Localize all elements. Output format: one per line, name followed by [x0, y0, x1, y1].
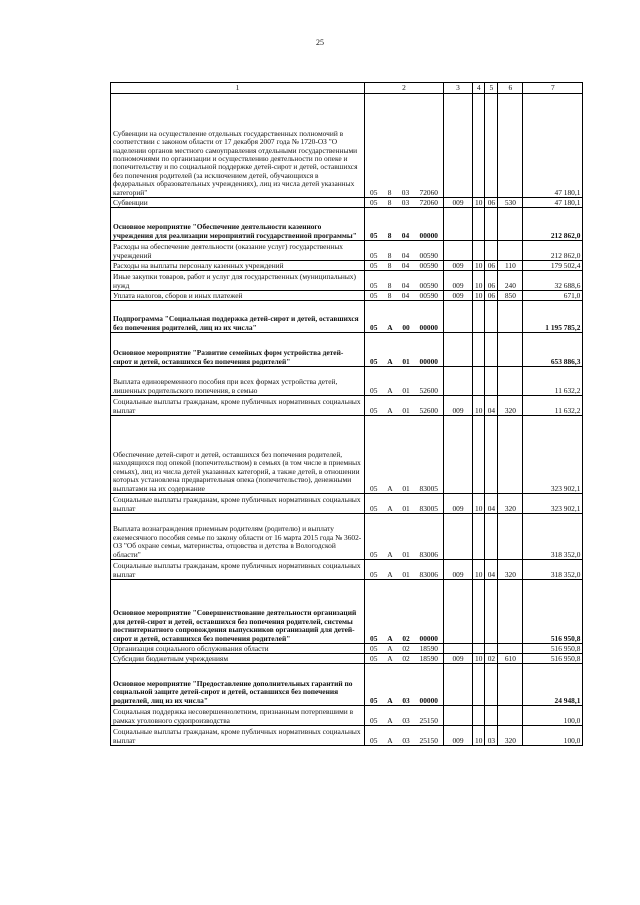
- row-expense-type: 320: [498, 560, 523, 580]
- row-ved-code: 009: [444, 654, 473, 664]
- code-part-nr: 72060: [419, 197, 438, 207]
- code-part-gp: 05: [370, 356, 378, 366]
- code-part-gp: 05: [370, 405, 378, 415]
- row-subsection: [485, 301, 498, 333]
- table-row: [111, 706, 583, 726]
- row-subsection: 04: [485, 396, 498, 416]
- code-part-om: 04: [401, 280, 410, 290]
- row-expense-type: [498, 94, 523, 198]
- row-name: Организация социального обслуживания области: [111, 644, 365, 654]
- code-part-nr: 00000: [419, 230, 438, 240]
- code-part-gp: 05: [370, 735, 378, 745]
- row-target-code: [365, 261, 444, 271]
- row-subsection: [485, 644, 498, 654]
- row-sum: 323 902,1: [523, 416, 583, 494]
- row-sum: 653 886,3: [523, 333, 583, 367]
- row-section: 10: [473, 198, 485, 208]
- row-section: 10: [473, 291, 485, 301]
- code-part-pp: А: [387, 322, 393, 332]
- code-part-om: 02: [402, 643, 410, 653]
- row-target-code: [365, 644, 444, 654]
- row-sum: 32 688,6: [523, 271, 583, 291]
- row-target-code: [365, 291, 444, 301]
- code-part-pp: 8: [387, 260, 392, 270]
- table-row: [111, 333, 583, 367]
- code-part-nr: 00000: [419, 322, 438, 332]
- header-col-7: 7: [523, 83, 583, 94]
- code-part-nr: 52600: [419, 385, 438, 395]
- code-part-pp: А: [387, 715, 393, 725]
- row-expense-type: 850: [498, 291, 523, 301]
- code-part-gp: 05: [370, 322, 378, 332]
- table-row: [111, 494, 583, 514]
- code-part-gp: 05: [370, 483, 378, 493]
- header-col-4: 4: [473, 83, 485, 94]
- code-part-om: 03: [402, 695, 410, 705]
- code-part-nr: 25150: [419, 715, 438, 725]
- row-subsection: 06: [485, 291, 498, 301]
- budget-table: [110, 82, 583, 746]
- code-part-pp: А: [387, 633, 393, 643]
- row-subsection: [485, 94, 498, 198]
- row-name: Обеспечение детей-сирот и детей, оставшихся без попечения родителей, находящихся под опекой (попечительством) в семьях (в том числе в приемных семьях), лиц из числа детей указанных категорий, а также детей, в отношении которых установлена предварительная опека (попечительство), денежными выплатами на их содержание: [111, 416, 365, 494]
- code-part-om: 01: [402, 503, 410, 513]
- code-part-pp: А: [387, 549, 393, 559]
- row-ved-code: [444, 664, 473, 706]
- table-row: [111, 416, 583, 494]
- row-target-code: [365, 94, 444, 198]
- code-part-pp: А: [387, 385, 393, 395]
- row-expense-type: [498, 514, 523, 560]
- code-part-nr: 52600: [419, 405, 438, 415]
- row-name: Подпрограмма "Социальная поддержка детей-сирот и детей, оставшихся без попечения родителей, лиц из их числа": [111, 301, 365, 333]
- row-name: Выплата единовременного пособия при всех формах устройства детей, лишенных родительского попечения, в семью: [111, 367, 365, 396]
- row-subsection: 02: [485, 654, 498, 664]
- code-part-gp: 05: [370, 633, 378, 643]
- row-ved-code: [444, 241, 473, 261]
- row-expense-type: [498, 664, 523, 706]
- row-sum: 11 632,2: [523, 367, 583, 396]
- row-section: 10: [473, 261, 485, 271]
- code-part-gp: 05: [370, 290, 378, 300]
- code-part-nr: 00590: [419, 260, 438, 270]
- code-part-om: 03: [401, 187, 410, 197]
- table-row: [111, 367, 583, 396]
- row-ved-code: 009: [444, 291, 473, 301]
- code-part-pp: 8: [387, 250, 392, 260]
- row-ved-code: [444, 514, 473, 560]
- row-sum: 671,0: [523, 291, 583, 301]
- code-part-pp: А: [387, 483, 393, 493]
- row-subsection: 06: [485, 271, 498, 291]
- row-ved-code: 009: [444, 396, 473, 416]
- code-part-om: 01: [402, 549, 410, 559]
- code-part-nr: 18590: [419, 643, 438, 653]
- table-row: [111, 560, 583, 580]
- code-part-pp: 8: [387, 290, 392, 300]
- table-row: [111, 644, 583, 654]
- row-target-code: [365, 706, 444, 726]
- row-section: 10: [473, 726, 485, 746]
- table-row: [111, 208, 583, 241]
- code-part-gp: 05: [370, 385, 378, 395]
- code-part-pp: 8: [387, 197, 392, 207]
- row-ved-code: [444, 301, 473, 333]
- row-target-code: [365, 271, 444, 291]
- row-name: Основное мероприятие "Совершенствование деятельности организаций для детей-сирот и детей, оставшихся без попечения родителей, системы постинтернатного сопровождения выпускников организаций для детей-сирот и детей, оставшихся без попечения родителей": [111, 580, 365, 644]
- code-part-nr: 00000: [419, 633, 438, 643]
- code-part-om: 03: [402, 735, 410, 745]
- table-row: [111, 580, 583, 644]
- code-part-om: 01: [402, 569, 410, 579]
- code-part-gp: 05: [370, 653, 378, 663]
- row-name: Иные закупки товаров, работ и услуг для государственных (муниципальных) нужд: [111, 271, 365, 291]
- code-part-gp: 05: [370, 503, 378, 513]
- row-subsection: 06: [485, 261, 498, 271]
- header-col-3: 3: [444, 83, 473, 94]
- row-section: 10: [473, 494, 485, 514]
- row-sum: 212 862,0: [523, 241, 583, 261]
- code-part-nr: 18590: [419, 653, 438, 663]
- row-sum: 318 352,0: [523, 514, 583, 560]
- row-section: 10: [473, 560, 485, 580]
- row-subsection: [485, 367, 498, 396]
- row-ved-code: 009: [444, 726, 473, 746]
- code-part-om: 03: [401, 197, 410, 207]
- row-name: Основное мероприятие "Обеспечение деятельности казенного учреждения для реализации мероприятий государственной программы": [111, 208, 365, 241]
- row-subsection: [485, 580, 498, 644]
- row-name: Субвенции: [111, 198, 365, 208]
- row-target-code: [365, 396, 444, 416]
- row-sum: 212 862,0: [523, 208, 583, 241]
- row-name: Социальные выплаты гражданам, кроме публичных нормативных социальных выплат: [111, 560, 365, 580]
- row-sum: 516 950,8: [523, 654, 583, 664]
- row-section: [473, 644, 485, 654]
- row-expense-type: [498, 241, 523, 261]
- row-name: Социальная поддержка несовершеннолетним, признанным потерпевшими в рамках уголовного судопроизводства: [111, 706, 365, 726]
- code-part-gp: 05: [370, 230, 378, 240]
- table-row: [111, 301, 583, 333]
- code-part-nr: 83006: [419, 549, 438, 559]
- table-row: [111, 198, 583, 208]
- row-target-code: [365, 198, 444, 208]
- code-part-om: 02: [402, 633, 410, 643]
- row-ved-code: 009: [444, 494, 473, 514]
- table-row: [111, 241, 583, 261]
- row-subsection: [485, 416, 498, 494]
- row-target-code: [365, 494, 444, 514]
- row-subsection: [485, 514, 498, 560]
- code-part-gp: 05: [370, 280, 378, 290]
- row-section: [473, 367, 485, 396]
- code-part-om: 02: [402, 653, 410, 663]
- code-part-gp: 05: [370, 695, 378, 705]
- row-section: [473, 301, 485, 333]
- row-target-code: [365, 241, 444, 261]
- row-section: [473, 706, 485, 726]
- code-part-om: 01: [402, 405, 410, 415]
- row-subsection: [485, 333, 498, 367]
- row-expense-type: [498, 367, 523, 396]
- row-target-code: [365, 664, 444, 706]
- header-col-6: 6: [498, 83, 523, 94]
- row-sum: 1 195 785,2: [523, 301, 583, 333]
- header-col-5: 5: [485, 83, 498, 94]
- code-part-nr: 00590: [419, 250, 438, 260]
- row-ved-code: 009: [444, 261, 473, 271]
- row-section: 10: [473, 271, 485, 291]
- row-target-code: [365, 654, 444, 664]
- code-part-nr: 25150: [419, 735, 438, 745]
- table-row: [111, 271, 583, 291]
- row-subsection: 04: [485, 560, 498, 580]
- code-part-gp: 05: [370, 715, 378, 725]
- row-name: Расходы на обеспечение деятельности (оказание услуг) государственных учреждений: [111, 241, 365, 261]
- code-part-nr: 83006: [419, 569, 438, 579]
- code-part-om: 04: [401, 290, 410, 300]
- code-part-pp: 8: [387, 280, 392, 290]
- row-ved-code: 009: [444, 560, 473, 580]
- row-section: [473, 416, 485, 494]
- code-part-pp: А: [387, 503, 393, 513]
- row-section: 10: [473, 654, 485, 664]
- row-target-code: [365, 333, 444, 367]
- row-target-code: [365, 726, 444, 746]
- row-section: [473, 333, 485, 367]
- code-part-om: 04: [401, 250, 410, 260]
- code-part-gp: 05: [370, 250, 378, 260]
- row-expense-type: 320: [498, 396, 523, 416]
- code-part-pp: А: [387, 653, 393, 663]
- row-expense-type: [498, 580, 523, 644]
- row-section: [473, 580, 485, 644]
- code-part-pp: А: [387, 643, 393, 653]
- row-sum: 47 180,1: [523, 198, 583, 208]
- code-part-pp: А: [387, 569, 393, 579]
- row-section: [473, 208, 485, 241]
- row-sum: 100,0: [523, 706, 583, 726]
- code-part-gp: 05: [370, 549, 378, 559]
- row-expense-type: [498, 416, 523, 494]
- table-row: [111, 396, 583, 416]
- code-part-om: 04: [401, 230, 410, 240]
- row-sum: 24 948,1: [523, 664, 583, 706]
- row-name: Социальные выплаты гражданам, кроме публичных нормативных социальных выплат: [111, 396, 365, 416]
- row-expense-type: 320: [498, 494, 523, 514]
- row-target-code: [365, 367, 444, 396]
- table-row: [111, 514, 583, 560]
- row-sum: 323 902,1: [523, 494, 583, 514]
- row-expense-type: [498, 301, 523, 333]
- row-expense-type: 610: [498, 654, 523, 664]
- row-target-code: [365, 580, 444, 644]
- row-expense-type: 530: [498, 198, 523, 208]
- row-name: Социальные выплаты гражданам, кроме публичных нормативных социальных выплат: [111, 726, 365, 746]
- code-part-om: 01: [402, 385, 410, 395]
- row-target-code: [365, 560, 444, 580]
- header-col-2: 2: [365, 83, 444, 94]
- code-part-nr: 83005: [419, 503, 438, 513]
- row-ved-code: [444, 416, 473, 494]
- row-name: Расходы на выплаты персоналу казенных учреждений: [111, 261, 365, 271]
- table-row: [111, 654, 583, 664]
- row-section: [473, 514, 485, 560]
- code-part-nr: 72060: [419, 187, 438, 197]
- page-number: 25: [316, 38, 324, 47]
- row-sum: 11 632,2: [523, 396, 583, 416]
- row-ved-code: 009: [444, 271, 473, 291]
- row-name: Субсидии бюджетным учреждениям: [111, 654, 365, 664]
- row-target-code: [365, 514, 444, 560]
- row-subsection: [485, 706, 498, 726]
- code-part-gp: 05: [370, 197, 378, 207]
- row-subsection: 03: [485, 726, 498, 746]
- code-part-nr: 00590: [419, 290, 438, 300]
- table-header-row: [111, 83, 583, 94]
- code-part-om: 01: [402, 356, 410, 366]
- row-sum: 516 950,8: [523, 580, 583, 644]
- row-subsection: [485, 664, 498, 706]
- row-ved-code: [444, 208, 473, 241]
- table-row: [111, 94, 583, 198]
- code-part-om: 00: [402, 322, 410, 332]
- row-expense-type: [498, 644, 523, 654]
- row-name: Выплата вознаграждения приемным родителям (родителю) и выплату ежемесячного пособия семье по закону области от 16 марта 2015 года № 3602-ОЗ "Об охране семьи, материнства, отцовства и детства в Вологодской области": [111, 514, 365, 560]
- row-section: [473, 241, 485, 261]
- row-sum: 179 502,4: [523, 261, 583, 271]
- row-subsection: 04: [485, 494, 498, 514]
- row-name: Основное мероприятие "Развитие семейных форм устройства детей-сирот и детей, оставшихся без попечения родителей": [111, 333, 365, 367]
- table-row: [111, 664, 583, 706]
- row-expense-type: 320: [498, 726, 523, 746]
- code-part-pp: А: [387, 735, 393, 745]
- row-sum: 100,0: [523, 726, 583, 746]
- code-part-nr: 00000: [419, 356, 438, 366]
- code-part-pp: А: [387, 695, 393, 705]
- header-col-1: 1: [111, 83, 365, 94]
- row-sum: 47 180,1: [523, 94, 583, 198]
- row-ved-code: [444, 333, 473, 367]
- code-part-gp: 05: [370, 260, 378, 270]
- row-subsection: 06: [485, 198, 498, 208]
- code-part-om: 01: [402, 483, 410, 493]
- row-name: Уплата налогов, сборов и иных платежей: [111, 291, 365, 301]
- row-subsection: [485, 241, 498, 261]
- row-ved-code: [444, 580, 473, 644]
- code-part-nr: 00590: [419, 280, 438, 290]
- table-row: [111, 726, 583, 746]
- code-part-om: 04: [401, 260, 410, 270]
- row-name: Субвенции на осуществление отдельных государственных полномочий в соответствии с законом области от 17 декабря 2007 года № 1720-ОЗ "О наделении органов местного самоуправления отдельными государственными полномочиями по организации и осуществлению деятельности по опеке и попечительству и по социальной поддержке детей-сирот и детей, оставшихся без попечения родителей (за исключением детей, обучающихся в федеральных образовательных учреждениях), лиц из числа детей указанных категорий": [111, 94, 365, 198]
- code-part-gp: 05: [370, 643, 378, 653]
- row-expense-type: [498, 333, 523, 367]
- code-part-nr: 00000: [419, 695, 438, 705]
- row-expense-type: 240: [498, 271, 523, 291]
- row-subsection: [485, 208, 498, 241]
- row-section: 10: [473, 396, 485, 416]
- code-part-pp: А: [387, 405, 393, 415]
- code-part-nr: 83005: [419, 483, 438, 493]
- row-sum: 516 950,8: [523, 644, 583, 654]
- row-expense-type: [498, 706, 523, 726]
- code-part-pp: 8: [387, 230, 392, 240]
- row-target-code: [365, 416, 444, 494]
- code-part-pp: А: [387, 356, 393, 366]
- code-part-pp: 8: [387, 187, 392, 197]
- code-part-gp: 05: [370, 569, 378, 579]
- code-part-om: 03: [402, 715, 410, 725]
- row-ved-code: [444, 94, 473, 198]
- table-row: [111, 261, 583, 271]
- row-section: [473, 664, 485, 706]
- row-ved-code: [444, 367, 473, 396]
- row-section: [473, 94, 485, 198]
- code-part-gp: 05: [370, 187, 378, 197]
- row-name: Социальные выплаты гражданам, кроме публичных нормативных социальных выплат: [111, 494, 365, 514]
- row-name: Основное мероприятие "Предоставление дополнительных гарантий по социальной защите детей-сирот и детей, оставшихся без попечения родителей, лиц из их числа": [111, 664, 365, 706]
- row-target-code: [365, 208, 444, 241]
- row-ved-code: 009: [444, 198, 473, 208]
- row-ved-code: [444, 706, 473, 726]
- table-row: [111, 291, 583, 301]
- row-target-code: [365, 301, 444, 333]
- row-sum: 318 352,0: [523, 560, 583, 580]
- row-expense-type: [498, 208, 523, 241]
- row-expense-type: 110: [498, 261, 523, 271]
- row-ved-code: [444, 644, 473, 654]
